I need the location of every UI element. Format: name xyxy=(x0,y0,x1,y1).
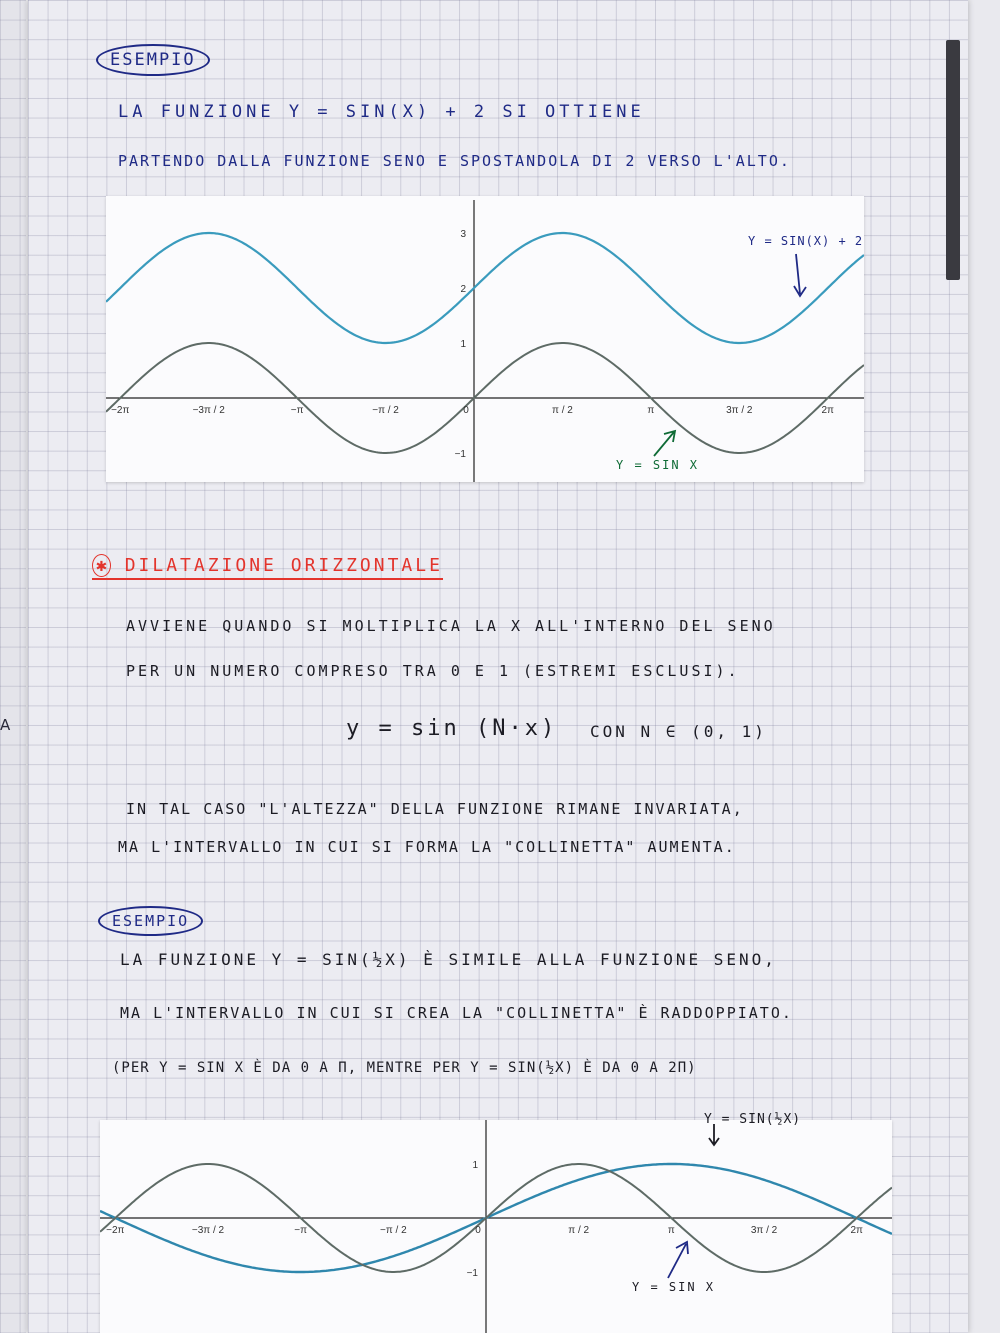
star-icon: ✱ xyxy=(92,554,111,577)
x-tick-label: π xyxy=(647,405,655,416)
x-tick-label: 0 xyxy=(475,1225,481,1236)
y-tick-label: 1 xyxy=(460,339,466,350)
section-title-text: DILATAZIONE ORIZZONTALE xyxy=(124,555,443,576)
graph2-label-base: Y = SIN X xyxy=(632,1280,716,1294)
x-tick-label: −π xyxy=(290,405,304,416)
y-tick-label: 1 xyxy=(472,1160,478,1171)
effect-line1: IN TAL CASO "L'ALTEZZA" DELLA FUNZIONE RIMANE INVARIATA, xyxy=(126,800,744,818)
x-tick-label: −π xyxy=(294,1225,308,1236)
graph2-sheet xyxy=(100,1120,892,1333)
graph2 xyxy=(100,1120,892,1333)
y-tick-label: 2 xyxy=(460,284,466,295)
y-tick-label: −1 xyxy=(454,449,466,460)
example1-line1: LA FUNZIONE Y = SIN(X) + 2 SI OTTIENE xyxy=(118,102,645,122)
graph1-arrow-base xyxy=(650,426,680,458)
section-title xyxy=(92,555,443,580)
graph2-arrow-stretched xyxy=(706,1122,722,1148)
definition-formula: y = sin (N·x) xyxy=(346,716,558,741)
x-tick-label: 3π / 2 xyxy=(726,405,753,416)
definition-line1: AVVIENE QUANDO SI MOLTIPLICA LA X ALL'INTERNO DEL SENO xyxy=(126,617,776,635)
effect-line2: MA L'INTERVALLO IN CUI SI FORMA LA "COLLINETTA" AUMENTA. xyxy=(118,838,736,856)
example2-title: ESEMPIO xyxy=(98,906,203,936)
x-tick-label: −3π / 2 xyxy=(191,1225,225,1236)
y-tick-label: 3 xyxy=(460,229,466,240)
x-tick-label: 2π xyxy=(821,405,834,416)
notebook-spine xyxy=(946,40,960,280)
graph1-label-shifted: Y = SIN(X) + 2 xyxy=(748,234,864,248)
graph2-label-stretched: Y = SIN(½X) xyxy=(704,1112,802,1127)
left-page-edge xyxy=(0,0,26,1333)
x-tick-label: 2π xyxy=(850,1225,863,1236)
graph1-series-shifted xyxy=(106,233,864,343)
x-tick-label: 0 xyxy=(463,405,469,416)
x-tick-label: 3π / 2 xyxy=(750,1225,778,1236)
graph1-label-base: Y = SIN X xyxy=(616,458,700,472)
x-tick-label: −2π xyxy=(111,405,130,416)
x-tick-label: −π / 2 xyxy=(372,405,399,416)
example1-title: ESEMPIO xyxy=(96,44,210,76)
example2-line2: MA L'INTERVALLO IN CUI SI CREA LA "COLLINETTA" È RADDOPPIATO. xyxy=(120,1004,793,1022)
graph1-arrow-shifted xyxy=(790,252,810,300)
x-tick-label: −2π xyxy=(106,1225,125,1236)
example2-line1: LA FUNZIONE Y = SIN(½X) È SIMILE ALLA FUNZIONE SENO, xyxy=(120,950,777,969)
x-tick-label: −π / 2 xyxy=(380,1225,407,1236)
definition-line2: PER UN NUMERO COMPRESO TRA 0 E 1 (ESTREMI ESCLUSI). xyxy=(126,662,740,680)
x-tick-label: π xyxy=(667,1225,675,1236)
definition-condition: CON N ∈ (0, 1) xyxy=(590,722,767,741)
margin-mark: A xyxy=(0,716,11,734)
example1-line2: PARTENDO DALLA FUNZIONE SENO E SPOSTANDOLA DI 2 VERSO L'ALTO. xyxy=(118,152,791,170)
example2-line3: (PER Y = SIN X È DA 0 A Π, MENTRE PER Y = SIN(½X) È DA 0 A 2Π) xyxy=(112,1060,697,1076)
x-tick-label: π / 2 xyxy=(568,1225,590,1236)
y-tick-label: −1 xyxy=(466,1268,478,1279)
x-tick-label: −3π / 2 xyxy=(192,405,225,416)
x-tick-label: π / 2 xyxy=(552,405,573,416)
graph2-arrow-base xyxy=(664,1236,694,1280)
